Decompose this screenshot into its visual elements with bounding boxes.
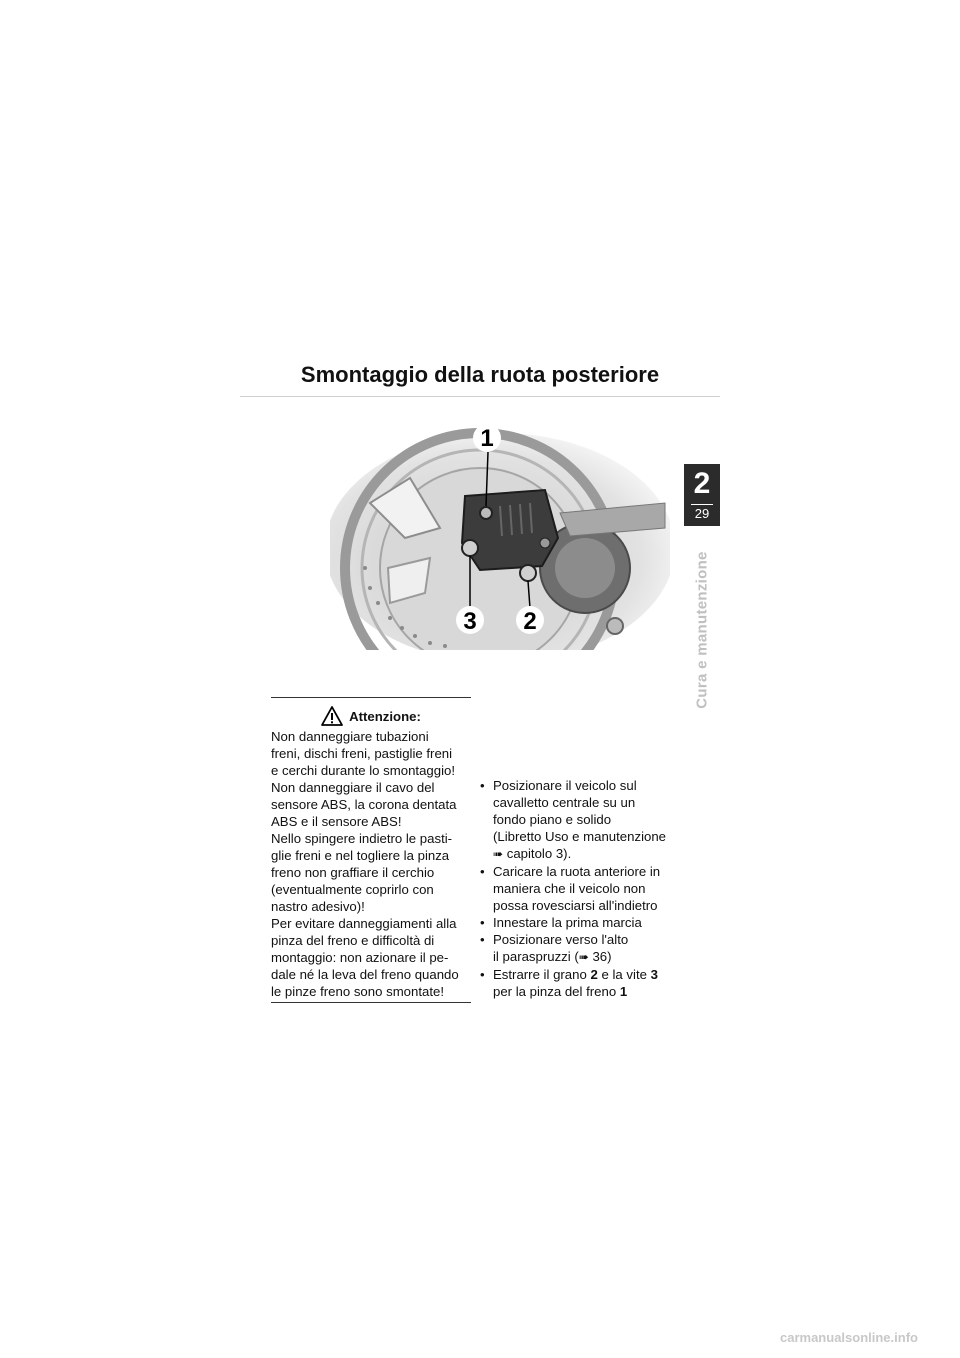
brake-caliper-illustration: [330, 418, 670, 650]
page-title: Smontaggio della ruota posteriore: [300, 362, 660, 387]
step-item: [480, 863, 710, 914]
chapter-tab: [684, 464, 720, 526]
arrow-right-icon: ➠: [493, 847, 504, 861]
footer-watermark: carmanualsonline.info: [780, 1330, 918, 1345]
callout-2: 2: [523, 608, 537, 635]
warning-line: glie freni e nel togliere la pinza: [271, 848, 450, 863]
warning-box: [271, 697, 471, 1003]
warning-line: nastro adesivo)!: [271, 899, 365, 914]
warning-line: sensore ABS, la corona dentata: [271, 797, 457, 812]
step-text: cavalletto centrale su un: [493, 795, 636, 810]
page-number: 29: [694, 506, 710, 521]
warning-line: freni, dischi freni, pastiglie freni: [271, 746, 453, 761]
warning-text: [271, 728, 471, 1000]
step-text: Caricare la ruota anteriore in: [493, 864, 661, 879]
step-text: (Libretto Uso e manutenzione: [493, 829, 667, 844]
warning-line: pinza del freno e difficoltà di: [271, 933, 435, 948]
step-text: per la pinza del freno: [493, 984, 620, 999]
warning-line: Non danneggiare il cavo del: [271, 780, 435, 795]
callout-1: 1: [480, 425, 494, 452]
step-text: capitolo 3).: [503, 846, 572, 861]
step-item: [480, 914, 710, 931]
callout-3: 3: [463, 608, 477, 635]
step-text: 36): [588, 949, 612, 964]
warning-line: le pinze freno sono smontate!: [271, 984, 445, 999]
warning-line: e cerchi durante lo smontaggio!: [271, 763, 456, 778]
step-text: maniera che il veicolo non: [493, 881, 646, 896]
ref-number: 2: [590, 967, 598, 982]
ref-number: 1: [619, 984, 628, 999]
step-text: Innestare la prima marcia: [493, 915, 642, 930]
step-item: [480, 931, 710, 966]
step-text: fondo piano e solido: [493, 812, 612, 827]
step-text: possa rovesciarsi all'indietro: [493, 898, 658, 913]
chapter-label: Cura e manutenzione: [693, 551, 711, 709]
warning-line: (eventualmente coprirlo con: [271, 882, 434, 897]
warning-line: freno non graffiare il cerchio: [271, 865, 435, 880]
step-text: il paraspruzzi (: [493, 949, 579, 964]
warning-line: dale né la leva del freno quando: [271, 967, 459, 982]
warning-line: montaggio: non azionare il pe-: [271, 950, 449, 965]
warning-line: Per evitare danneggiamenti alla: [271, 916, 457, 931]
step-text: Posizionare verso l'alto: [493, 932, 629, 947]
ref-number: 3: [650, 967, 658, 982]
warning-line: Nello spingere indietro le pasti-: [271, 831, 453, 846]
step-text: e la vite: [597, 967, 651, 982]
arrow-right-icon: ➠: [578, 950, 589, 964]
step-text: Estrarre il grano: [493, 967, 591, 982]
title-divider: [240, 396, 720, 397]
warning-triangle-icon: [321, 706, 343, 726]
step-text: Posizionare il veicolo sul: [493, 778, 637, 793]
chapter-number: 2: [693, 467, 711, 500]
warning-heading: Attenzione:: [349, 708, 421, 724]
procedure-steps: [480, 777, 710, 1000]
warning-heading-row: [271, 704, 471, 728]
step-item: [480, 777, 710, 863]
warning-line: Non danneggiare tubazioni: [271, 729, 429, 744]
step-item: [480, 966, 710, 1000]
warning-line: ABS e il sensore ABS!: [271, 814, 402, 829]
